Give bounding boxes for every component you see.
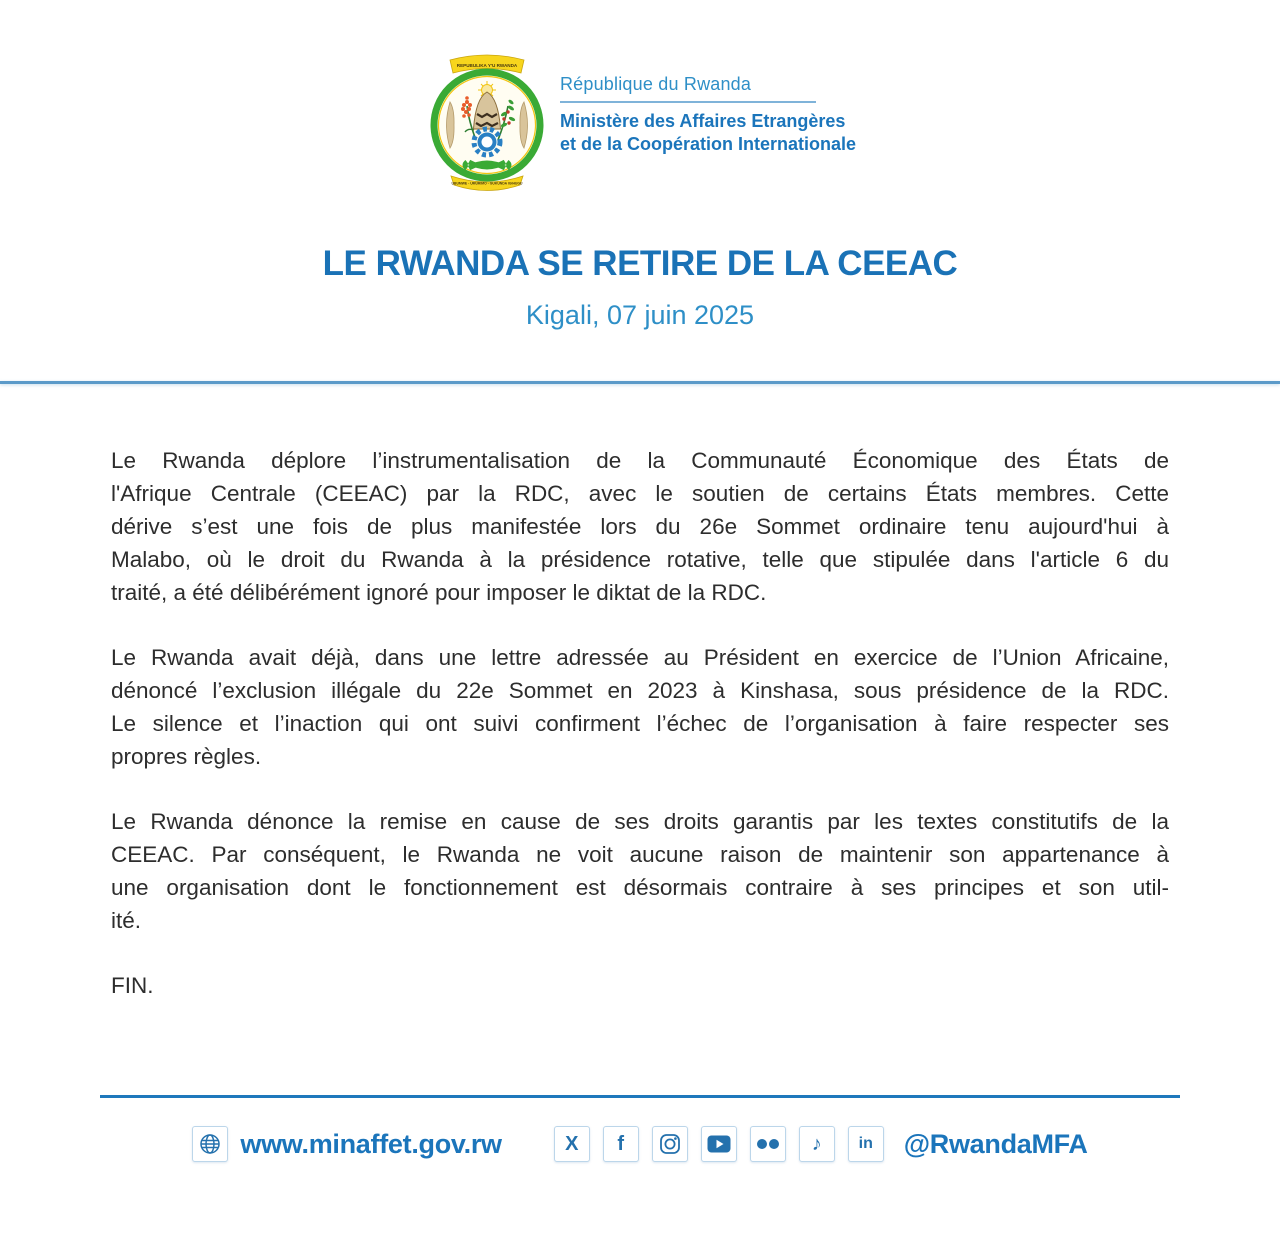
- social-handle: @RwandaMFA: [903, 1128, 1088, 1159]
- ministry-block: [560, 74, 856, 156]
- footer-divider: [100, 1095, 1180, 1098]
- paragraph-2-line: dénoncé l’exclusion illégale du 22e Sommet en 2023 à Kinshasa, sous présidence de la RDC.: [111, 678, 1169, 703]
- emblem-gear: [474, 129, 500, 155]
- rwanda-coat-of-arms: [424, 52, 550, 194]
- website-link[interactable]: www.minaffet.gov.rw: [240, 1128, 502, 1159]
- paragraph-1: [111, 444, 1169, 609]
- dateline: Kigali, 07 juin 2025: [525, 300, 755, 330]
- emblem-bottom-banner-text: UBUMWE - UMURIMO - GUKUNDA IGIHUGU: [451, 181, 523, 186]
- social-icons: [554, 1126, 884, 1162]
- x-icon[interactable]: [554, 1126, 590, 1162]
- country-name: République du Rwanda: [559, 74, 752, 94]
- paragraph-3-line: une organisation dont le fonctionnement est désormais contraire à ses principes et son util-: [111, 875, 1169, 900]
- paragraph-3-line: CEEAC. Par conséquent, le Rwanda ne voit aucune raison de maintenir son appartenance à: [111, 842, 1169, 867]
- paragraph-1-line: dérive s’est une fois de plus manifestée lors du 26e Sommet ordinaire tenu aujourd'hui à: [111, 514, 1169, 539]
- ministry-name-line2: et de la Coopération Internationale: [559, 134, 857, 155]
- emblem-knot: [465, 162, 509, 168]
- ministry-name-line1: Ministère des Affaires Etrangères: [559, 111, 846, 131]
- letterhead: [0, 0, 1280, 194]
- paragraph-2-line: propres règles.: [111, 744, 262, 769]
- tiktok-icon[interactable]: [799, 1126, 835, 1162]
- x-glyph: X: [565, 1133, 579, 1155]
- instagram-icon[interactable]: [652, 1126, 688, 1162]
- paragraph-2: [111, 641, 1169, 773]
- paragraph-1-line: l'Afrique Centrale (CEEAC) par la RDC, avec le soutien de certains États membres. Cette: [111, 481, 1169, 506]
- linkedin-icon[interactable]: [848, 1126, 884, 1162]
- paragraph-3-line: ité.: [111, 908, 142, 933]
- paragraph-1-line: Malabo, où le droit du Rwanda à la présidence rotative, telle que stipulée dans l'article 6 du: [111, 547, 1169, 572]
- globe-icon: [192, 1126, 228, 1162]
- ministry-divider: [560, 101, 816, 103]
- paragraph-2-line: Le silence et l’inaction qui ont suivi confirment l’échec de l’organisation à faire respecter ses: [111, 711, 1169, 736]
- footer: [0, 1126, 1280, 1162]
- facebook-glyph: f: [617, 1133, 625, 1155]
- website-group: [192, 1126, 501, 1162]
- youtube-icon[interactable]: [701, 1126, 737, 1162]
- page-title: LE RWANDA SE RETIRE DE LA CEEAC: [322, 244, 958, 283]
- linkedin-glyph: in: [858, 1135, 873, 1152]
- paragraph-1-line: Le Rwanda déplore l’instrumentalisation de la Communauté Économique des États de: [111, 448, 1169, 473]
- flickr-icon[interactable]: [750, 1126, 786, 1162]
- paragraph-3: [111, 805, 1169, 937]
- press-release-body: [111, 444, 1169, 1002]
- paragraph-3-line: Le Rwanda dénonce la remise en cause de ses droits garantis par les textes constitutifs de la: [111, 809, 1169, 834]
- header-divider: [0, 381, 1280, 384]
- tiktok-glyph: ♪: [811, 1133, 822, 1155]
- closing-fin: FIN.: [111, 973, 154, 998]
- emblem-top-banner-text: REPUBULIKA Y'U RWANDA: [456, 63, 518, 68]
- paragraph-1-line: traité, a été délibérément ignoré pour imposer le diktat de la RDC.: [111, 580, 767, 605]
- paragraph-2-line: Le Rwanda avait déjà, dans une lettre adressée au Président en exercice de l’Union Africaine,: [111, 645, 1169, 670]
- facebook-icon[interactable]: [603, 1126, 639, 1162]
